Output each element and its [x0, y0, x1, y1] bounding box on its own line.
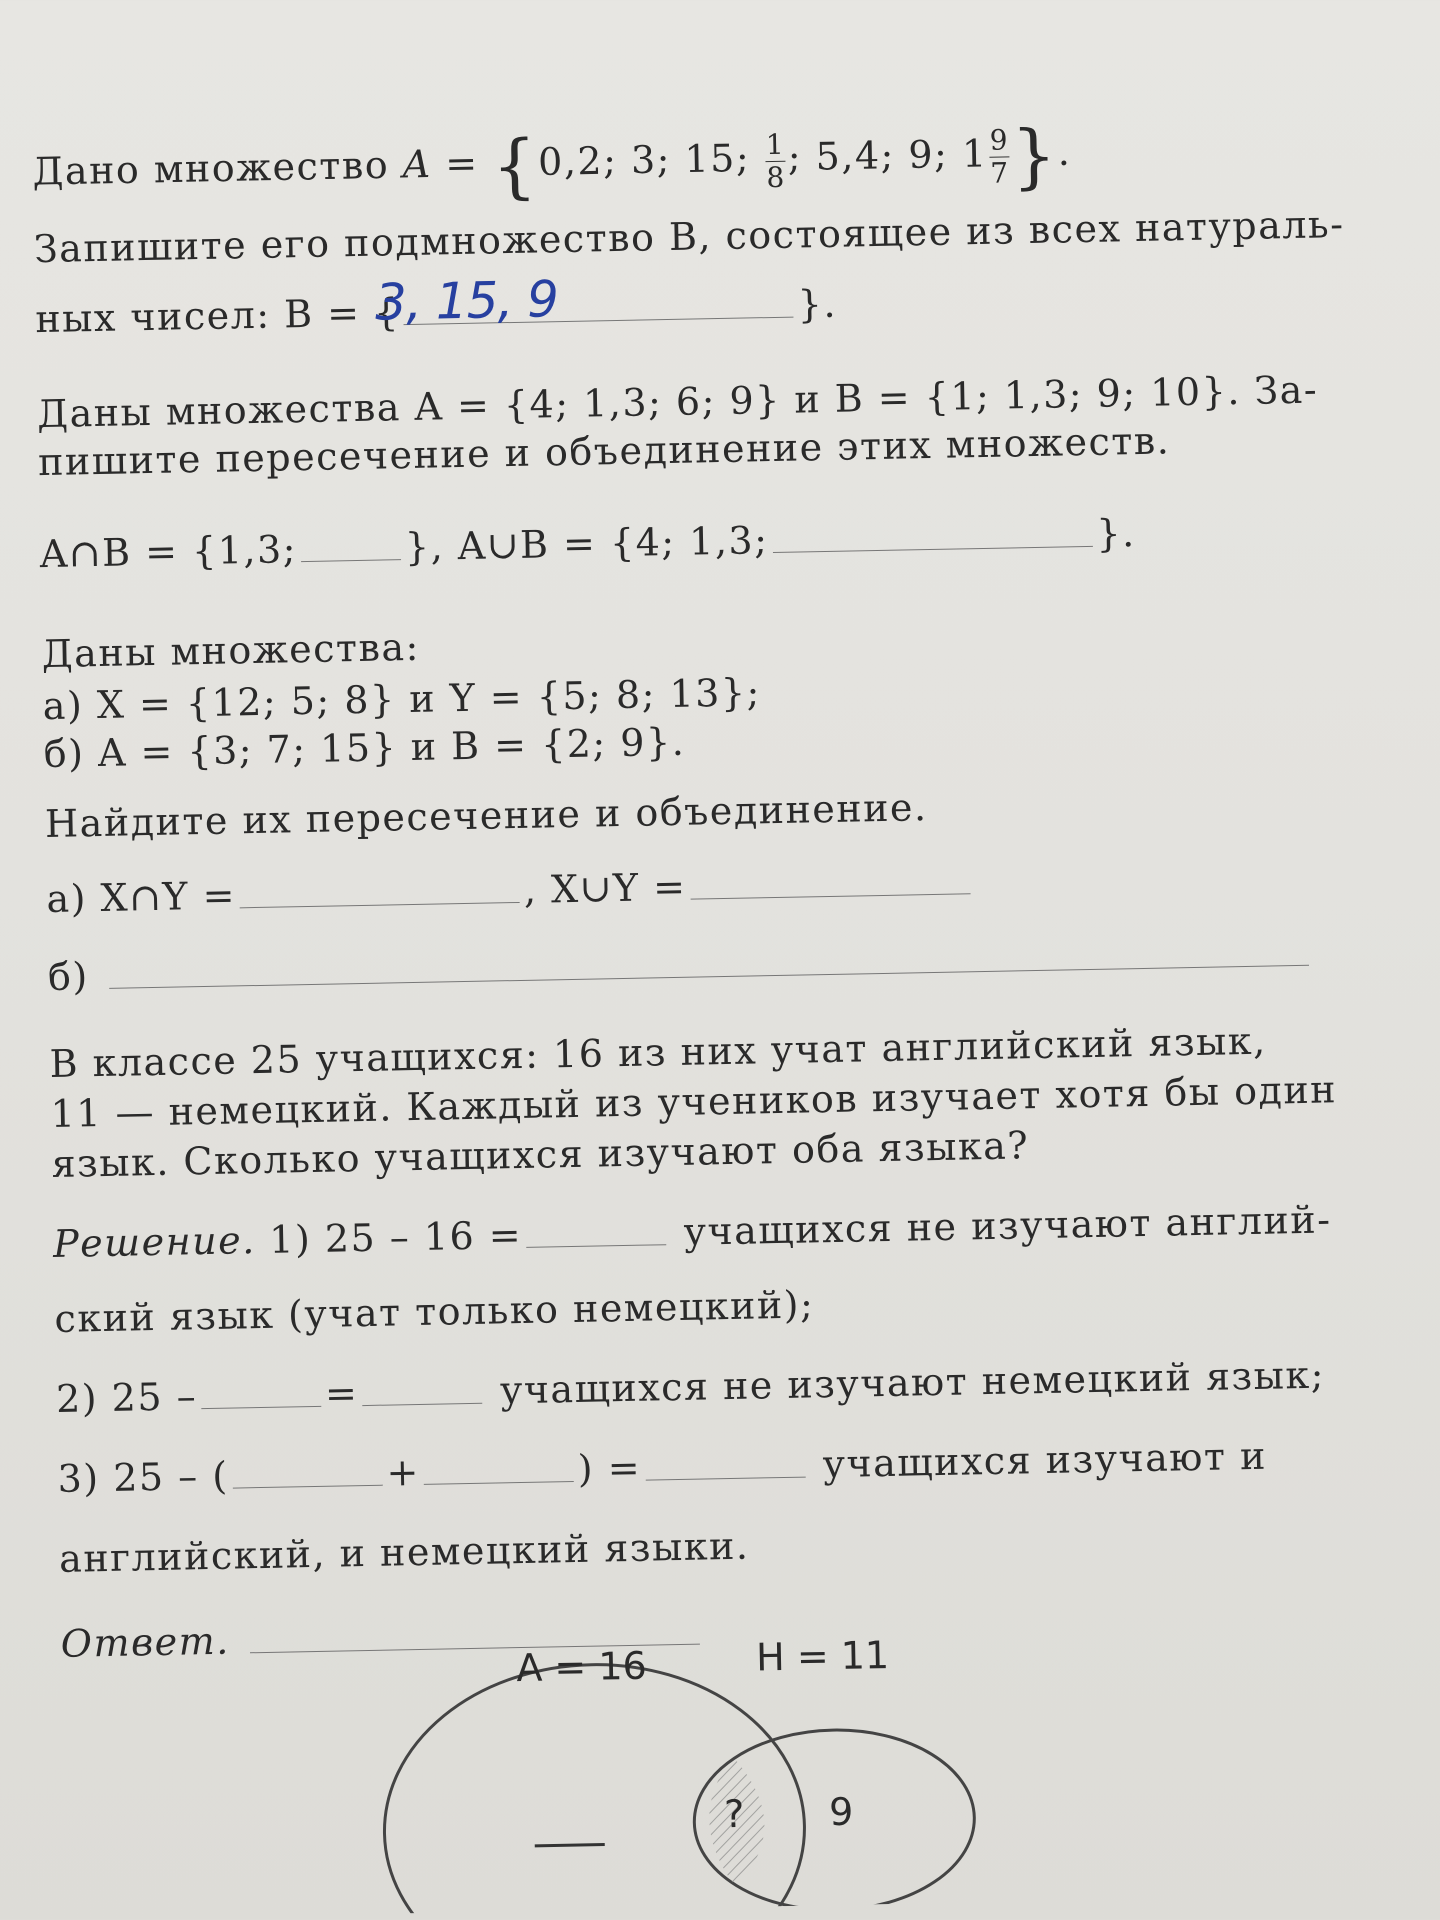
- step1-prefix: 1) 25 – 16 =: [268, 1212, 523, 1262]
- task1-prefix: Дано множество: [32, 142, 390, 194]
- set-name: A: [402, 142, 433, 187]
- right-brace: }: [1010, 114, 1059, 198]
- step3-suffix: учащихся изучают и: [822, 1433, 1268, 1487]
- task1-line2: Запишите его подмножество B, состоящее из всех натураль-: [33, 201, 1345, 272]
- eq-sign: =: [431, 140, 493, 187]
- step2-eq: =: [324, 1371, 359, 1416]
- solution-step1-line2: ский язык (учат только немецкий);: [54, 1282, 815, 1341]
- step3-prefix: 3) 25 – (: [57, 1453, 229, 1501]
- task4-line1: В классе 25 учащихся: 16 из них учат английский язык,: [49, 1018, 1268, 1086]
- xy-intersection-prefix: а) X∩Y =: [46, 873, 237, 922]
- subset-suffix: }.: [797, 281, 838, 327]
- step1-suffix: учащихся не изучают англий-: [683, 1197, 1332, 1254]
- union-prefix: A∪B = {4; 1,3;: [457, 518, 769, 569]
- venn-center-value: ?: [723, 1791, 747, 1837]
- task3-line-b: б) A = {3; 7; 15} и B = {2; 9}.: [43, 719, 686, 777]
- step2-suffix: учащихся не изучают немецкий язык;: [499, 1352, 1326, 1413]
- solution-label: Решение.: [52, 1218, 257, 1266]
- answer-label: Ответ.: [60, 1618, 231, 1666]
- venn-label-a: A = 16: [515, 1643, 648, 1691]
- task3-line2: Найдите их пересечение и объединение.: [44, 785, 928, 847]
- venn-a-only-blank: [535, 1844, 605, 1845]
- ab-label: б): [47, 954, 90, 1000]
- intersection-prefix: A∩B = {1,3;: [39, 527, 298, 577]
- task2-line1: Даны множества A = {4; 1,3; 6; 9} и B = {1; 1,3; 9; 10}. За-: [36, 367, 1319, 437]
- left-brace: {: [491, 124, 540, 208]
- step3-close: ) =: [577, 1445, 642, 1491]
- step2-prefix: 2) 25 –: [55, 1374, 198, 1421]
- union-suffix: }.: [1095, 511, 1137, 556]
- task3-line-a: а) X = {12; 5; 8} и Y = {5; 8; 13};: [42, 670, 762, 729]
- xy-union-prefix: , X∪Y =: [523, 864, 687, 912]
- set-items: 0,2; 3; 15;: [537, 135, 765, 184]
- set-items-2: ; 5,4; 9; 1: [787, 131, 989, 180]
- task2-line2: пишите пересечение и объединение этих множеств.: [37, 418, 1171, 485]
- task1-line1: Дано множество A = {0,2; 3; 15; $\frac{1}{8}$ ; 5,4; 9; 1 $\frac{9}{7}$ }.: [32, 114, 1072, 208]
- solution-step3-line2: английский, и немецкий языки.: [58, 1523, 750, 1581]
- task4-line2: 11 — немецкий. Каждый из учеников изучает хотя бы один: [50, 1067, 1338, 1136]
- task3-line1: Даны множества:: [41, 624, 421, 677]
- venn-right-value: 9: [828, 1789, 856, 1835]
- venn-label-h: Н = 11: [755, 1633, 890, 1680]
- subset-prefix: ных чисел: B = {: [34, 290, 401, 342]
- handwritten-answer: 3, 15, 9: [374, 270, 559, 332]
- intersection-suffix: },: [404, 524, 445, 570]
- frac-num: 1: [765, 127, 786, 161]
- frac-den: 8: [766, 160, 787, 194]
- mixed-num: 9: [989, 122, 1010, 157]
- mixed-den: 7: [990, 155, 1010, 190]
- task4-line3: язык. Сколько учащихся изучают оба языка?: [51, 1123, 1030, 1186]
- step3-plus: +: [386, 1449, 421, 1495]
